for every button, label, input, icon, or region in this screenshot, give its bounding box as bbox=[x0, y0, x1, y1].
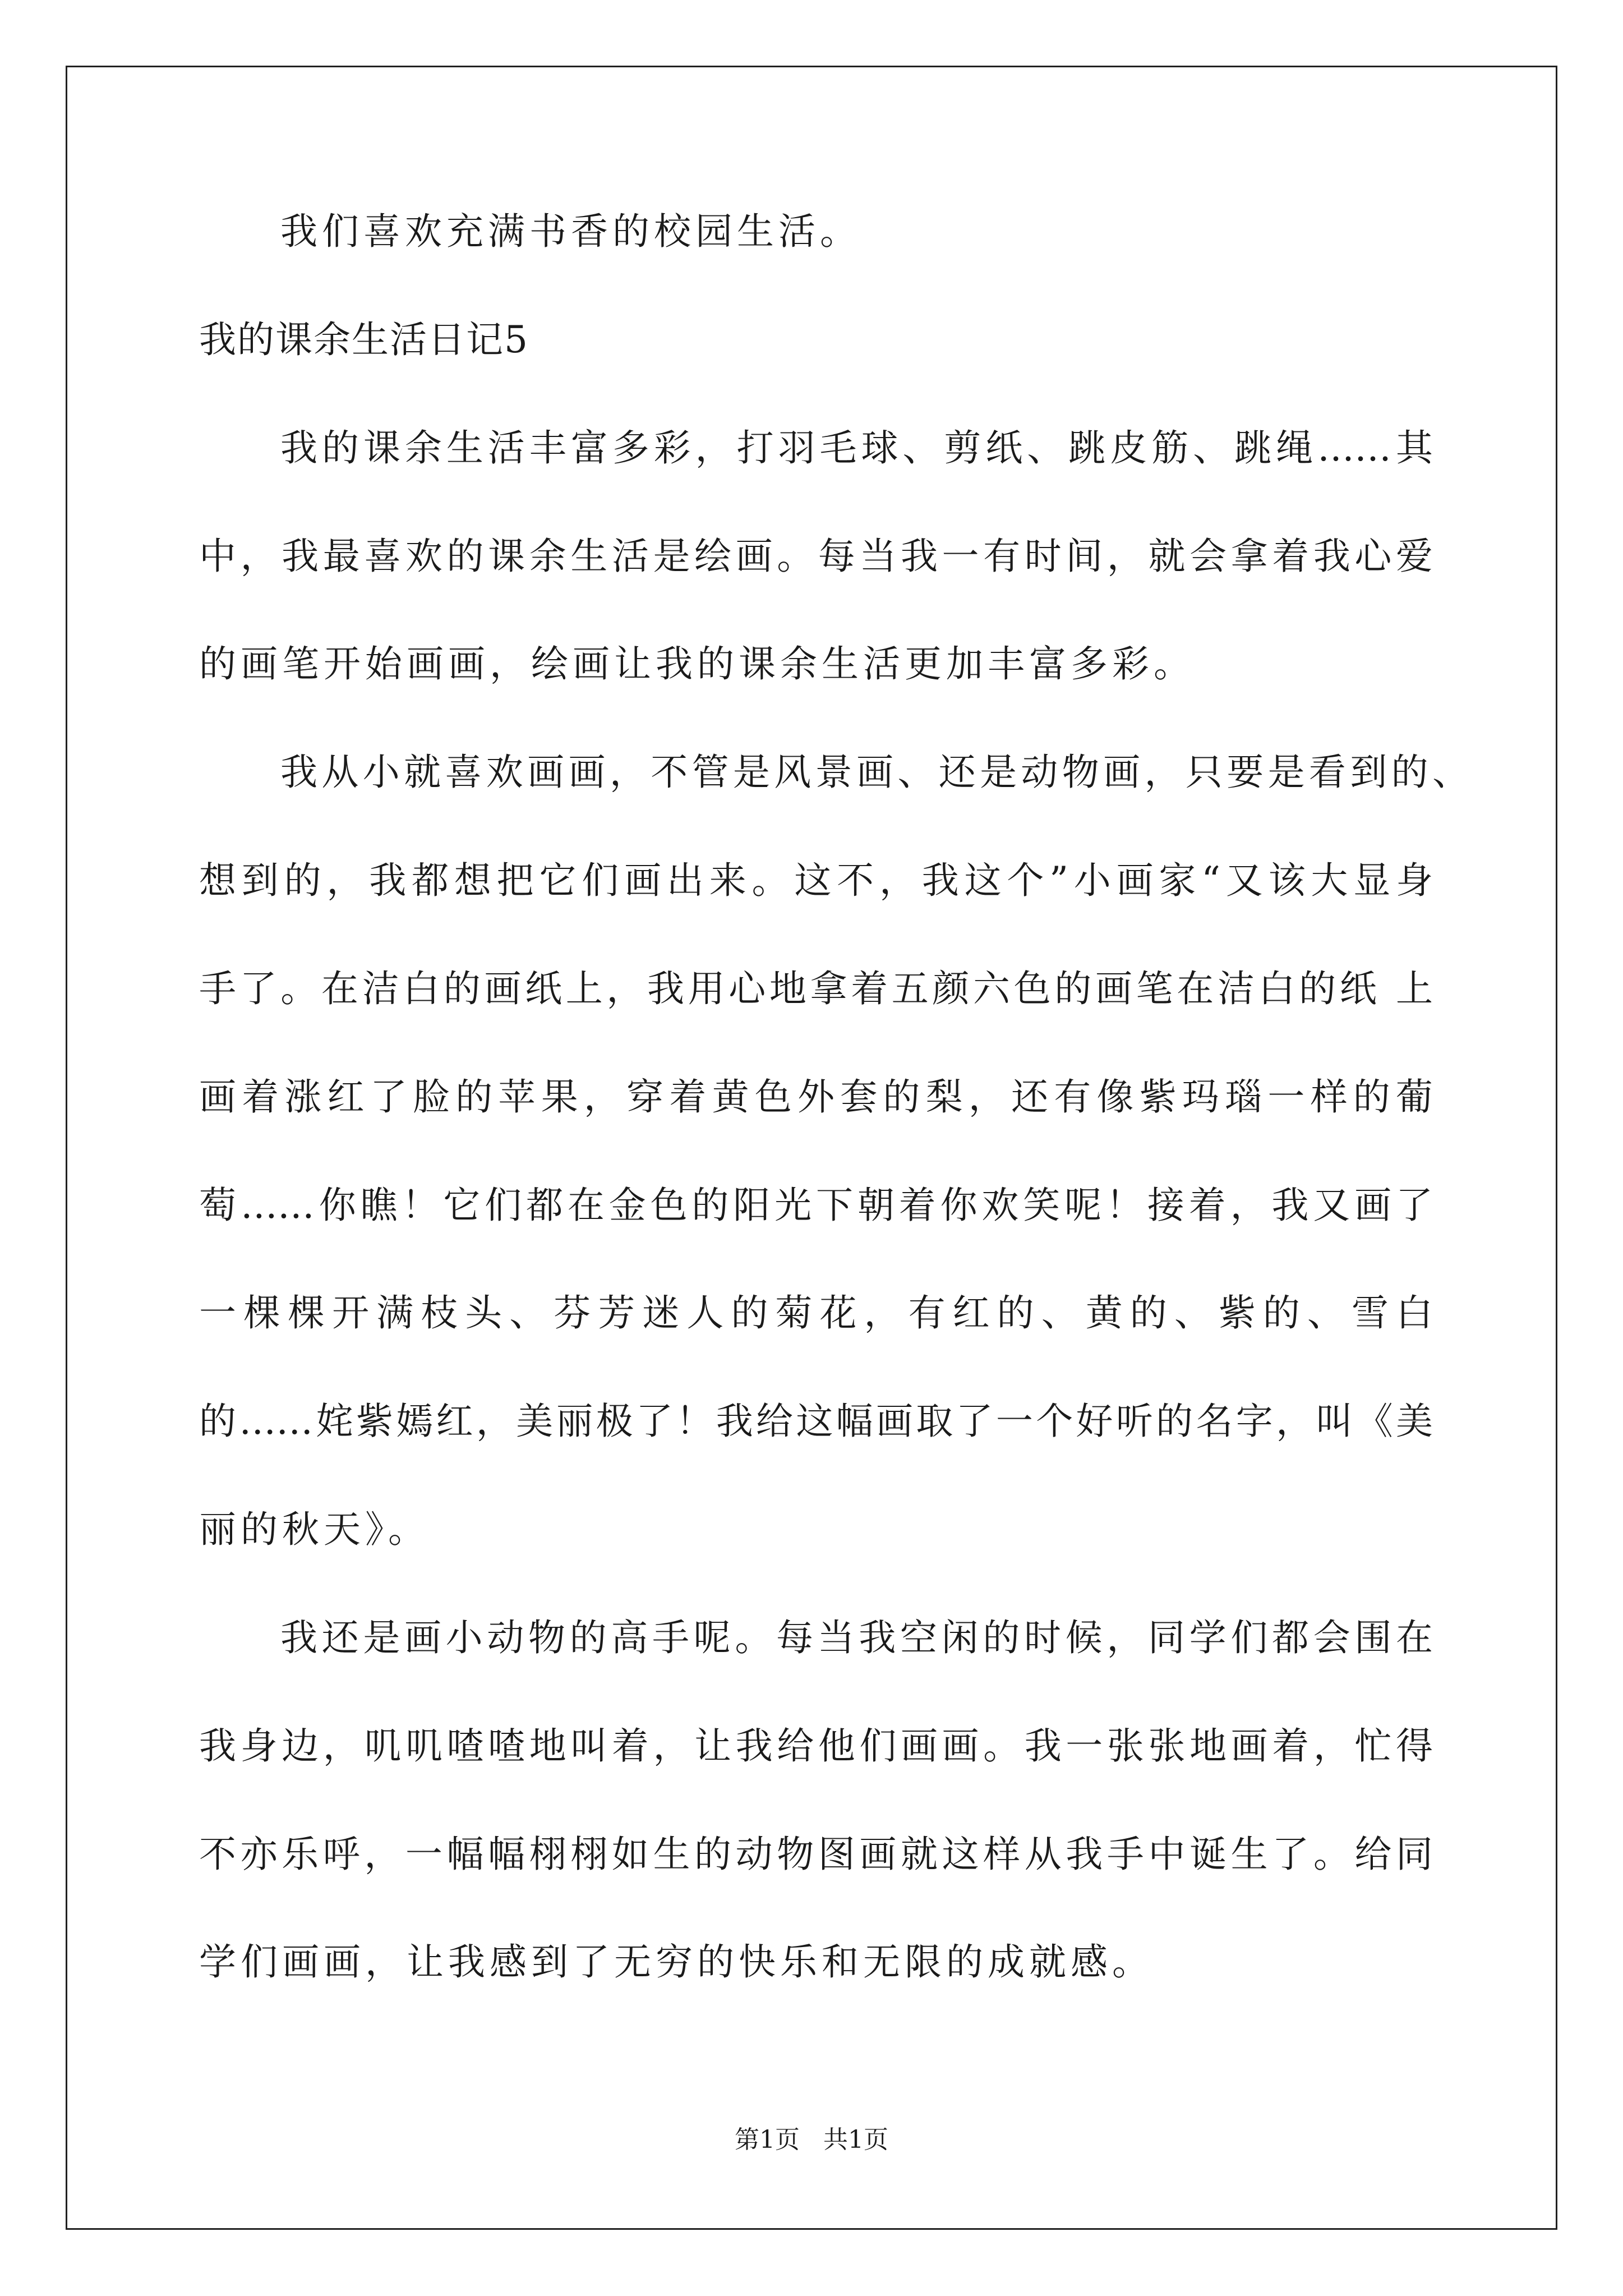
page-number-footer: 第1页 共1页 bbox=[735, 2125, 888, 2154]
paragraph-line: 不亦乐呼，一幅幅栩栩如生的动物图画就这样从我手中诞生了。给同 bbox=[199, 1833, 1433, 1876]
paragraph-line: 丽的秋天》。 bbox=[199, 1508, 430, 1551]
paragraph-line: 手了。在洁白的画纸上，我用心地拿着五颜六色的画笔在洁白的纸 上 bbox=[199, 967, 1433, 1010]
paragraph-line: 的画笔开始画画，绘画让我的课余生活更加丰富多彩。 bbox=[199, 642, 1195, 685]
paragraph-line: 我的课余生活丰富多彩，打羽毛球、剪纸、跳皮筋、跳绳……其 bbox=[280, 426, 1433, 470]
paragraph-line: 我还是画小动物的高手呢。每当我空闲的时候，同学们都会围在 bbox=[280, 1616, 1433, 1659]
paragraph-line: 中，我最喜欢的课余生活是绘画。每当我一有时间，就会拿着我心爱 bbox=[199, 535, 1433, 578]
intro-paragraph: 我们喜欢充满书香的校园生活。 bbox=[280, 210, 861, 253]
paragraph-line: 一棵棵开满枝头、芬芳迷人的菊花，有红的、黄的、紫的、雪白 bbox=[199, 1291, 1433, 1335]
page-border bbox=[66, 66, 1557, 2230]
paragraph-line: 的……姹紫嫣红，美丽极了！我给这幅画取了一个好听的名字，叫《美 bbox=[199, 1400, 1433, 1443]
paragraph-line: 我从小就喜欢画画，不管是风景画、还是动物画，只要是看到的、 bbox=[280, 751, 1469, 794]
paragraph-line: 想到的，我都想把它们画出来。这不，我这个”小画家“又该大显身 bbox=[199, 859, 1433, 902]
diary-heading: 我的课余生活日记5 bbox=[199, 318, 529, 361]
paragraph-line: 画着涨红了脸的苹果，穿着黄色外套的梨，还有像紫玛瑙一样的葡 bbox=[199, 1075, 1433, 1119]
paragraph-line: 我身边，叽叽喳喳地叫着，让我给他们画画。我一张张地画着，忙得 bbox=[199, 1724, 1433, 1768]
paragraph-line: 萄……你瞧！它们都在金色的阳光下朝着你欢笑呢！接着，我又画了 bbox=[199, 1184, 1433, 1227]
paragraph-line: 学们画画，让我感到了无穷的快乐和无限的成就感。 bbox=[199, 1940, 1154, 1984]
